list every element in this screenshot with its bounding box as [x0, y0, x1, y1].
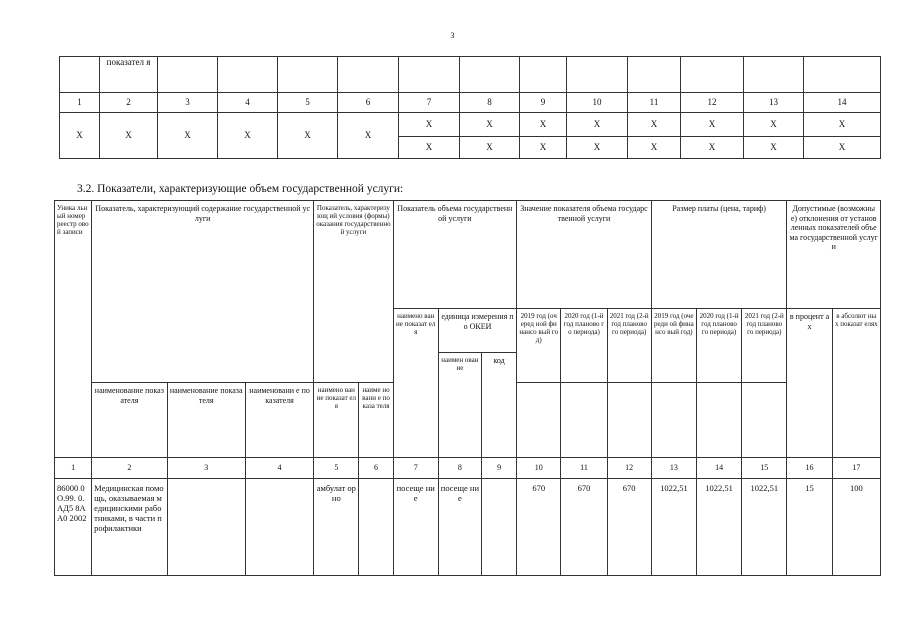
cell-volume-2021: 670 — [607, 479, 651, 576]
top-header-row — [60, 57, 881, 93]
x-mark: Х — [520, 113, 567, 137]
x-mark: Х — [567, 113, 628, 137]
column-number: 7 — [393, 458, 438, 479]
column-number: 5 — [314, 458, 359, 479]
x-mark: Х — [628, 113, 681, 137]
cell-volume-2019: 670 — [517, 479, 561, 576]
header-condition-indicator: Показатель, характеризующ ий условия (формы) оказания государственно й услуги — [314, 201, 393, 383]
header-volume-indicator: Показатель объема государственной услуги — [393, 201, 517, 309]
x-mark: Х — [460, 113, 520, 137]
header-fee: Размер платы (цена, тариф) — [651, 201, 787, 309]
page-number: 3 — [450, 31, 455, 40]
column-number: 3 — [158, 93, 218, 113]
column-number: 14 — [804, 93, 881, 113]
header-deviations: Допустимые (возможные) отклонения от установленных показателей объема государственной услуги — [787, 201, 881, 309]
x-mark: Х — [681, 113, 744, 137]
column-number: 4 — [218, 93, 278, 113]
column-numbers-row — [55, 458, 881, 479]
header-volume-2019: 2019 год (очеред ной финансо вый год) — [517, 309, 561, 383]
x-mark: Х — [681, 137, 744, 159]
x-mark: Х — [460, 137, 520, 159]
cell-condition-1: амбулат орно — [314, 479, 359, 576]
header-content-name-2: наименование показателя — [167, 383, 245, 458]
cell-deviation-absolute: 100 — [832, 479, 880, 576]
x-mark: Х — [100, 113, 158, 159]
header-deviation-absolute: в абсолют ных показат елях — [832, 309, 880, 458]
x-mark: Х — [218, 113, 278, 159]
x-mark: Х — [338, 113, 399, 159]
cell-unique-number: 86000 0О.99. 0.АД5 8АА0 2002 — [55, 479, 92, 576]
column-number: 14 — [696, 458, 741, 479]
header-okei-unit: единица измерения по ОКЕИ — [438, 309, 516, 353]
column-number: 16 — [787, 458, 832, 479]
section-heading: 3.2. Показатели, характеризующие объем государственной услуги: — [77, 183, 404, 195]
x-mark: Х — [399, 113, 460, 137]
column-number: 2 — [92, 458, 167, 479]
x-mark: Х — [567, 137, 628, 159]
header-condition-name-1: наимено вание показат еля — [314, 383, 359, 458]
cell-content-1: Медицинская помощь, оказываемая медицинскими работниками, в части профилактики — [92, 479, 167, 576]
cell-fee-2021: 1022,51 — [742, 479, 787, 576]
top-column-numbers-row — [60, 93, 881, 113]
x-mark: Х — [744, 137, 804, 159]
x-mark: Х — [520, 137, 567, 159]
x-mark: Х — [744, 113, 804, 137]
column-number: 1 — [55, 458, 92, 479]
x-mark: Х — [278, 113, 338, 159]
x-mark: Х — [60, 113, 100, 159]
volume-indicators-table — [54, 200, 881, 576]
column-number: 13 — [651, 458, 696, 479]
column-number: 9 — [481, 458, 516, 479]
column-number: 12 — [681, 93, 744, 113]
cell-okei-code — [481, 479, 516, 576]
header-okei-code: код — [481, 353, 516, 458]
column-number: 10 — [567, 93, 628, 113]
cell-okei-name: посеще ние — [438, 479, 481, 576]
top-partial-header: показател я — [100, 57, 158, 93]
column-number: 8 — [438, 458, 481, 479]
column-number: 4 — [245, 458, 313, 479]
column-number: 15 — [742, 458, 787, 479]
table-row — [55, 479, 881, 576]
x-mark: Х — [804, 113, 881, 137]
header-fee-2020: 2020 год (1-й год планово го периода) — [696, 309, 741, 383]
header-content-name-3: наименовани е показателя — [245, 383, 313, 458]
header-condition-name-2: наиме новани е показа теля — [359, 383, 393, 458]
header-volume-2020: 2020 год (1-й год планово го периода) — [561, 309, 607, 383]
header-indicator-name: наимено вание показат еля — [393, 309, 438, 458]
column-number: 3 — [167, 458, 245, 479]
column-number: 9 — [520, 93, 567, 113]
column-number: 13 — [744, 93, 804, 113]
header-fee-2019: 2019 год (очереди ой финансо вый год) — [651, 309, 696, 383]
cell-fee-2019: 1022,51 — [651, 479, 696, 576]
header-fee-2021: 2021 год (2-й год планово го периода) — [742, 309, 787, 383]
header-deviation-percent: в процент ах — [787, 309, 832, 458]
column-number: 2 — [100, 93, 158, 113]
column-number: 8 — [460, 93, 520, 113]
header-okei-name: наимен ование — [438, 353, 481, 458]
x-mark: Х — [628, 137, 681, 159]
column-number: 11 — [561, 458, 607, 479]
x-mark: Х — [804, 137, 881, 159]
header-volume-value: Значение показателя объема государственной услуги — [517, 201, 652, 309]
header-volume-2021: 2021 год (2-й год планово го периода) — [607, 309, 651, 383]
cell-volume-2020: 670 — [561, 479, 607, 576]
cell-content-2 — [167, 479, 245, 576]
column-number: 6 — [338, 93, 399, 113]
header-row-1 — [55, 201, 881, 309]
top-data-row — [60, 113, 881, 137]
column-number: 1 — [60, 93, 100, 113]
column-number: 11 — [628, 93, 681, 113]
column-number: 17 — [832, 458, 880, 479]
cell-indicator-name: посеще ние — [393, 479, 438, 576]
header-content-indicator: Показатель, характеризующий содержание государственной услуги — [92, 201, 314, 383]
cell-deviation-percent: 15 — [787, 479, 832, 576]
header-content-name-1: наименование показателя — [92, 383, 167, 458]
column-number: 7 — [399, 93, 460, 113]
header-unique-number: Уника льный номер реестр овой записи — [55, 201, 92, 458]
column-number: 5 — [278, 93, 338, 113]
cell-content-3 — [245, 479, 313, 576]
cell-condition-2 — [359, 479, 393, 576]
column-number: 10 — [517, 458, 561, 479]
x-mark: Х — [158, 113, 218, 159]
top-continuation-table — [59, 56, 881, 159]
x-mark: Х — [399, 137, 460, 159]
cell-fee-2020: 1022,51 — [696, 479, 741, 576]
column-number: 6 — [359, 458, 393, 479]
column-number: 12 — [607, 458, 651, 479]
